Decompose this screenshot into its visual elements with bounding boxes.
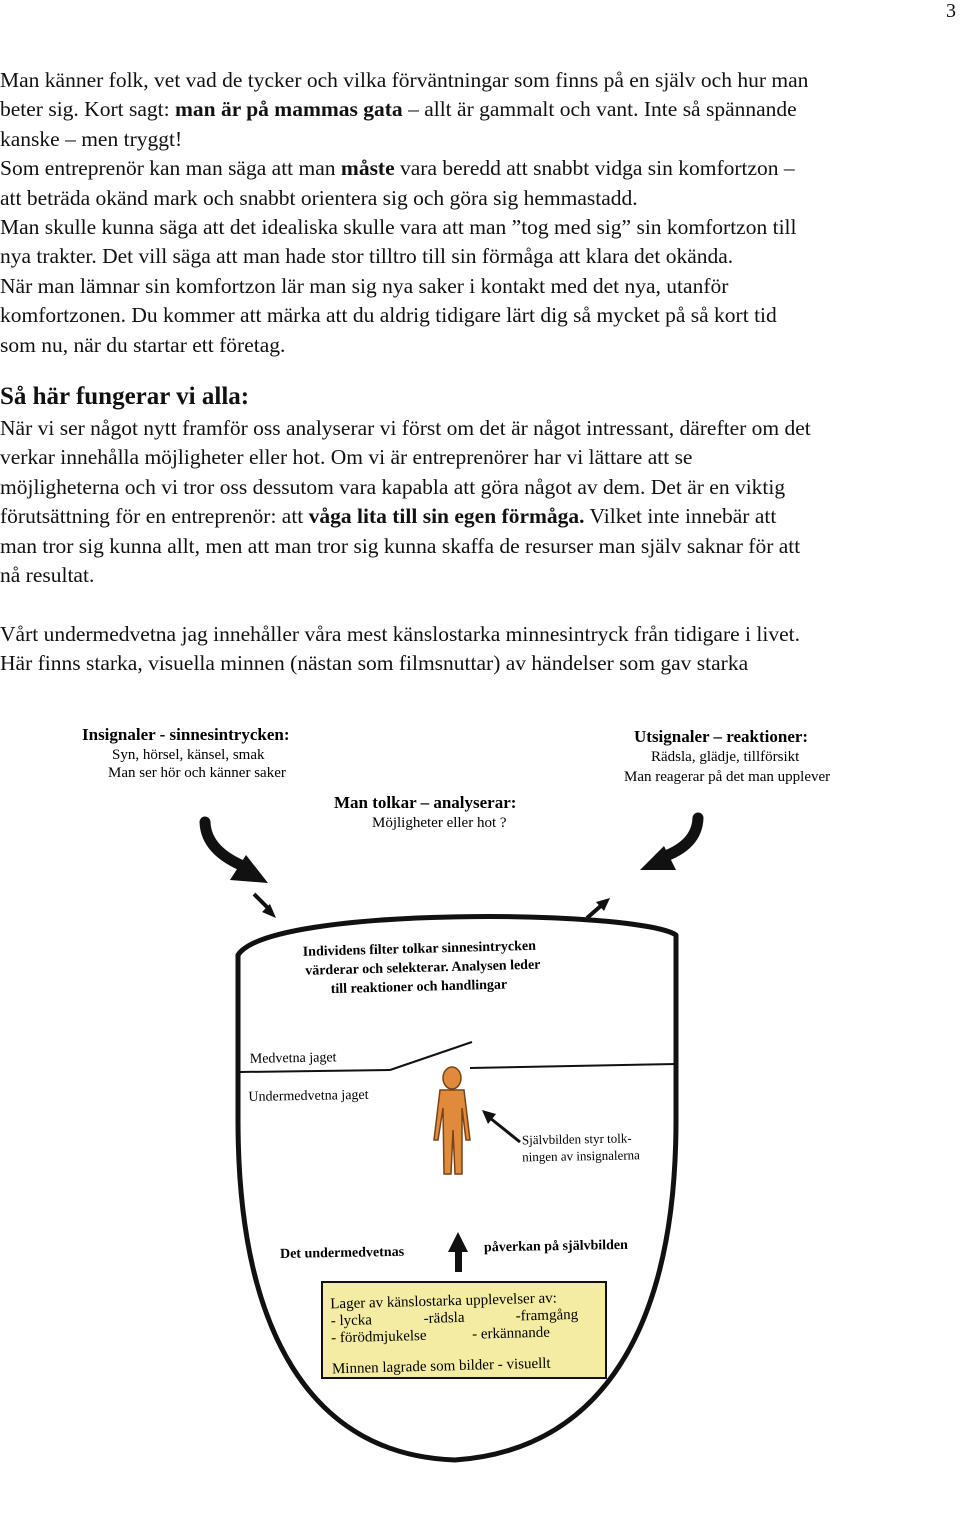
- memory-footer: Minnen lagrade som bilder - visuellt: [331, 1355, 551, 1378]
- text-line: som nu, när du startar ett företag.: [0, 332, 286, 357]
- output-arrow-icon: [640, 818, 698, 870]
- text-line: möjligheterna och vi tror oss dessutom vara kapabla att göra något av dem. Det är en viktig: [0, 474, 786, 499]
- text-segment: förutsättning för en entreprenör: att: [0, 504, 309, 529]
- conscious-divider-left: [240, 1070, 390, 1072]
- text-line: Vårt undermedvetna jag innehåller våra mest känslostarka minnesintryck från tidigare i livet.: [0, 621, 800, 646]
- text-line: Man känner folk, vet vad de tycker och vilka förväntningar som finns på en själv och hur man: [0, 68, 809, 92]
- text-segment: vara beredd att snabbt vidga sin komfortzon –: [394, 156, 795, 181]
- input-line-1: Syn, hörsel, känsel, smak: [112, 747, 265, 763]
- text-line: Här finns starka, visuella minnen (nästan som filmsnuttar) av händelser som gav starka: [0, 650, 749, 675]
- analysis-title: Man tolkar – analyserar:: [334, 793, 517, 812]
- self-image-line-2: ningen av insignalerna: [522, 1147, 640, 1165]
- person-figure-icon: [434, 1067, 470, 1174]
- text-segment: beter sig. Kort sagt:: [0, 97, 175, 122]
- inner-out-arrow-icon: [587, 898, 610, 918]
- self-image-line-1: Självbilden styr tolk-: [521, 1130, 632, 1148]
- memory-item-success: -framgång: [515, 1306, 579, 1325]
- subconscious-label: Det undermedvetnas: [279, 1244, 405, 1262]
- memory-box: [322, 1282, 606, 1378]
- text-line: man tror sig kunna allt, men att man tror sig kunna skaffa de resurser man själv saknar för att: [0, 533, 801, 558]
- memory-title: Lager av känslostarka upplevelser av:: [330, 1290, 557, 1313]
- input-title: Insignaler - sinnesintrycken:: [82, 725, 290, 744]
- text-line: När vi ser något nytt framför oss analyserar vi först om det är något intressant, därefter om det: [0, 416, 811, 441]
- conscious-labels: [248, 1050, 369, 1105]
- conscious-divider-right: [470, 1064, 676, 1068]
- bold-phrase: våga lita till sin egen förmåga.: [308, 504, 585, 529]
- bold-phrase: måste: [340, 156, 395, 181]
- memory-item-recognition: - erkännande: [471, 1324, 551, 1343]
- output-line-1: Rädsla, glädje, tillförsikt: [651, 749, 800, 765]
- text-segment: Vilket inte innebär att: [584, 504, 777, 529]
- page-number: 3: [946, 0, 956, 22]
- output-title: Utsignaler – reaktioner:: [634, 727, 809, 746]
- self-image-text: [522, 1130, 640, 1164]
- input-line-2: Man ser hör och känner saker: [108, 765, 286, 781]
- text-line: nya trakter. Det vill säga att man hade stor tilltro till sin förmåga att klara det okända.: [0, 244, 734, 269]
- text-line: kanske – men tryggt!: [0, 126, 183, 151]
- filter-line-3: till reaktioner och handlingar: [330, 977, 508, 998]
- filter-text: [303, 939, 542, 998]
- memory-item-humiliation: - förödmjukelse: [330, 1327, 427, 1347]
- text-line: att beträda okänd mark och snabbt orientera sig och göra sig hemmastadd.: [0, 185, 638, 210]
- text-line: Man skulle kunna säga att det idealiska skulle vara att man ”tog med sig” sin komfortzon till: [0, 215, 797, 240]
- conscious-divider-hatch: [390, 1042, 472, 1070]
- text-segment: Som entreprenör kan man säga att man: [0, 156, 341, 181]
- text-line: nå resultat.: [0, 563, 95, 588]
- text-segment: – allt är gammalt och vant. Inte så spännande: [402, 97, 797, 122]
- filter-line-1: Individens filter tolkar sinnesintrycken: [302, 938, 537, 960]
- inner-in-arrow-icon: [254, 894, 276, 918]
- filter-line-2: värderar och selekterar. Analysen leder: [305, 957, 541, 979]
- up-arrow-icon: [448, 1232, 468, 1272]
- section-heading: Så här fungerar vi alla:: [0, 383, 250, 411]
- memory-item-fear: -rädsla: [423, 1309, 465, 1327]
- output-line-2: Man reagerar på det man upplever: [624, 769, 831, 785]
- input-arrow-icon: [205, 822, 268, 883]
- text-line: komfortzonen. Du kommer att märka att du aldrig tidigare lärt dig så mycket på så kort tid: [0, 303, 777, 328]
- text-line: verkar innehålla möjligheter eller hot. Om vi är entreprenörer har vi lättare att se: [0, 445, 693, 470]
- text-line: När man lämnar sin komfortzon lär man sig nya saker i kontakt med det nya, utanför: [0, 273, 729, 298]
- subconscious-self-label: Undermedvetna jaget: [248, 1087, 369, 1105]
- memory-item-happiness: - lycka: [330, 1312, 373, 1330]
- conscious-label: Medvetna jaget: [249, 1050, 337, 1067]
- self-image-arrow-icon: [482, 1110, 520, 1142]
- influence-label: påverkan på självbilden: [483, 1237, 629, 1256]
- bold-phrase: man är på mammas gata: [174, 97, 403, 122]
- analysis-line-1: Möjligheter eller hot ?: [372, 815, 507, 831]
